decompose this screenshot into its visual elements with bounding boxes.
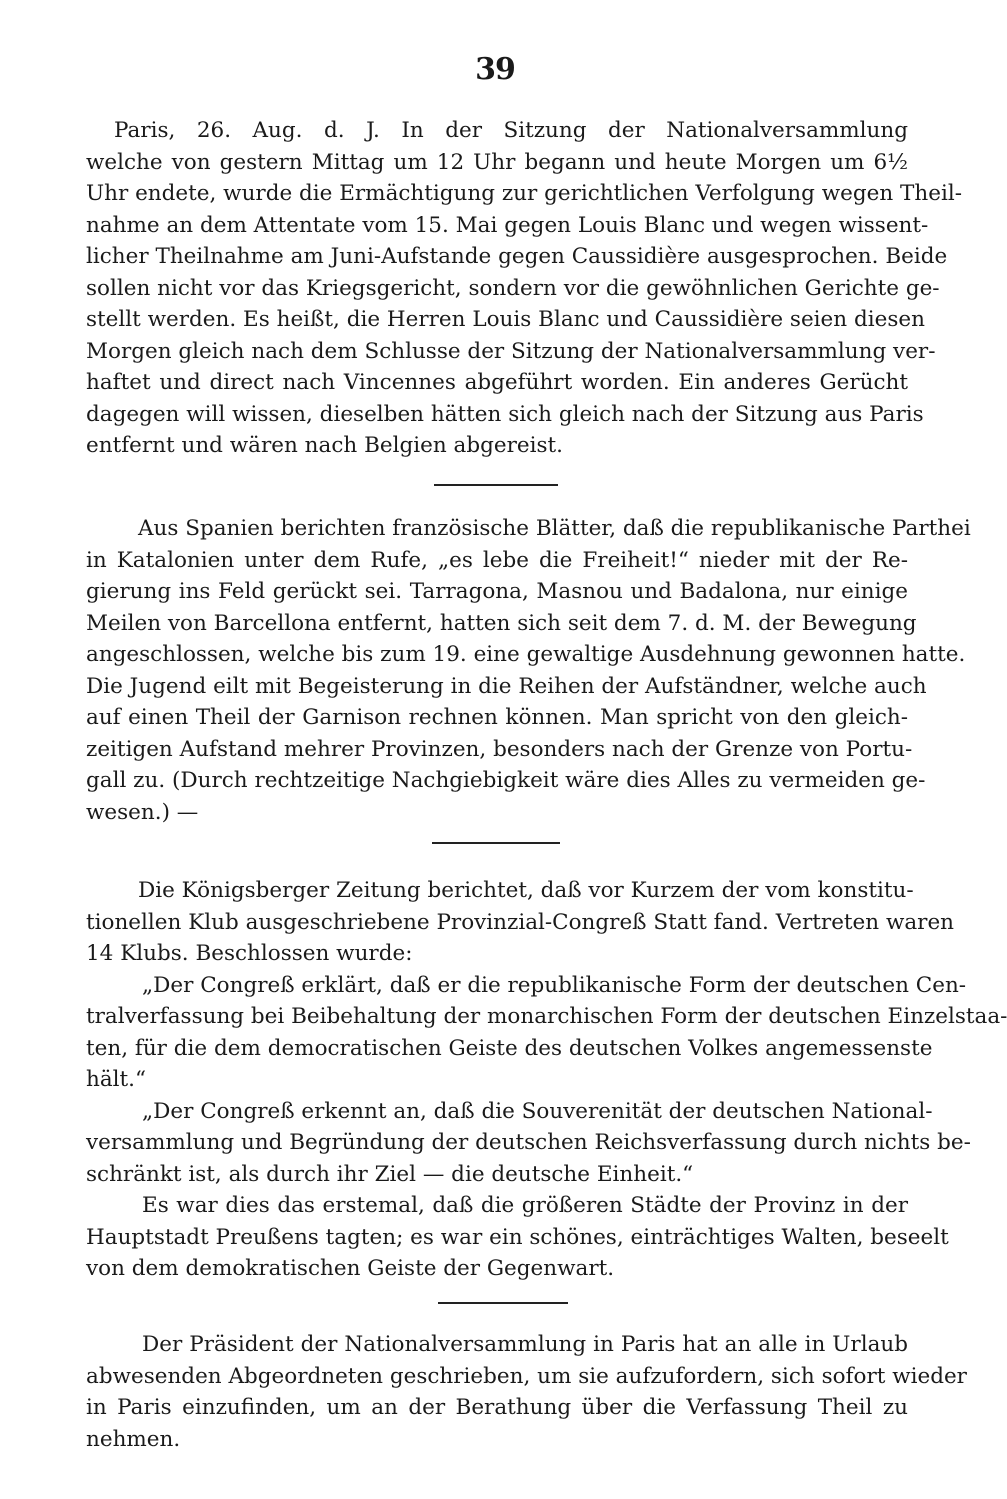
text-line: Die Jugend eilt mit Begeisterung in die Reihen der Aufständner, welche auch [86,673,927,699]
text-line: abwesenden Abgeordneten geschrieben, um sie aufzufordern, sich sofort wieder [86,1363,967,1389]
text-line: zeitigen Aufstand mehrer Provinzen, besonders nach der Grenze von Portu- [86,736,913,762]
separator-rule [434,484,558,486]
text-line: wesen.) — [86,799,199,825]
text-line: tralverfassung bei Beibehaltung der monarchischen Form der deutschen Einzelstaa- [86,1004,1007,1029]
text-line: entfernt und wären nach Belgien abgereist. [86,433,563,458]
text-line: auf einen Theil der Garnison rechnen können. Man spricht von den gleich- [86,705,908,730]
separator-rule [432,842,560,844]
text-line: Aus Spanien berichten französische Blätter, daß die republikanische Parthei [138,516,971,541]
text-line: gall zu. (Durch rechtzeitige Nachgiebigkeit wäre dies Alles zu vermeiden ge- [86,768,926,793]
text-line: dagegen will wissen, dieselben hätten sich gleich nach der Sitzung aus Paris [86,401,924,427]
text-line: von dem demokratischen Geiste der Gegenwart. [86,1256,615,1281]
text-line: gierung ins Feld gerückt sei. Tarragona, Masnou und Badalona, nur einige [86,579,908,604]
text-line: haftet und direct nach Vincennes abgeführt worden. Ein anderes Gerücht [86,370,908,395]
text-line: Uhr endete, wurde die Ermächtigung zur gerichtlichen Verfolgung wegen Theil- [86,181,962,206]
text-line: welche von gestern Mittag um 12 Uhr begann und heute Morgen um 6½ [86,149,908,175]
article-paris [86,115,962,462]
text-line: Meilen von Barcellona entfernt, hatten sich seit dem 7. d. M. der Bewegung [86,610,917,636]
text-line: in Paris einzufinden, um an der Berathung über die Verfassung Theil zu [86,1395,908,1420]
article-koenigsberg [86,875,1007,1285]
text-line: ten, für die dem democratischen Geiste des deutschen Volkes angemessenste [86,1035,933,1061]
text-line: Paris, 26. Aug. d. J. In der Sitzung der Nationalversammlung [114,118,908,143]
text-line: nehmen. [86,1426,181,1452]
text-line: Die Königsberger Zeitung berichtet, daß vor Kurzem der vom konstitu- [138,878,914,903]
text-line: Der Präsident der Nationalversammlung in Paris hat an alle in Urlaub [142,1332,908,1357]
page-number: 39 [475,52,515,87]
text-line: sollen nicht vor das Kriegsgericht, sondern vor die gewöhnlichen Gerichte ge- [86,275,940,301]
separator-rule [438,1302,568,1304]
article-spain [86,513,971,828]
text-line: hält.“ [86,1067,147,1092]
text-line: 14 Klubs. Beschlossen wurde: [86,941,413,966]
text-line: „Der Congreß erkennt an, daß die Souverenität der deutschen National- [142,1098,933,1124]
text-line: stellt werden. Es heißt, die Herren Louis Blanc und Caussidière seien diesen [86,307,925,332]
article-president [86,1329,967,1455]
text-line: angeschlossen, welche bis zum 19. eine gewaltige Ausdehnung gewonnen hatte. [86,642,966,667]
text-line: Es war dies das erstemal, daß die größeren Städte der Provinz in der [142,1193,908,1218]
text-line: Morgen gleich nach dem Schlusse der Sitzung der Nationalversammlung ver- [86,338,936,364]
text-line: Hauptstadt Preußens tagten; es war ein schönes, einträchtiges Walten, beseelt [86,1224,949,1250]
text-line: nahme an dem Attentate vom 15. Mai gegen Louis Blanc und wegen wissent- [86,212,929,238]
text-line: licher Theilnahme am Juni-Aufstande gegen Caussidière ausgesprochen. Beide [86,244,948,269]
text-line: „Der Congreß erklärt, daß er die republikanische Form der deutschen Cen- [142,972,967,998]
text-line: versammlung und Begründung der deutschen Reichsverfassung durch nichts be- [86,1130,971,1155]
text-line: tionellen Klub ausgeschriebene Provinzial-Congreß Statt fand. Vertreten waren [86,909,955,935]
text-line: in Katalonien unter dem Rufe, „es lebe die Freiheit!“ nieder mit der Re- [86,547,908,573]
text-line: schränkt ist, als durch ihr Ziel — die deutsche Einheit.“ [86,1161,694,1187]
